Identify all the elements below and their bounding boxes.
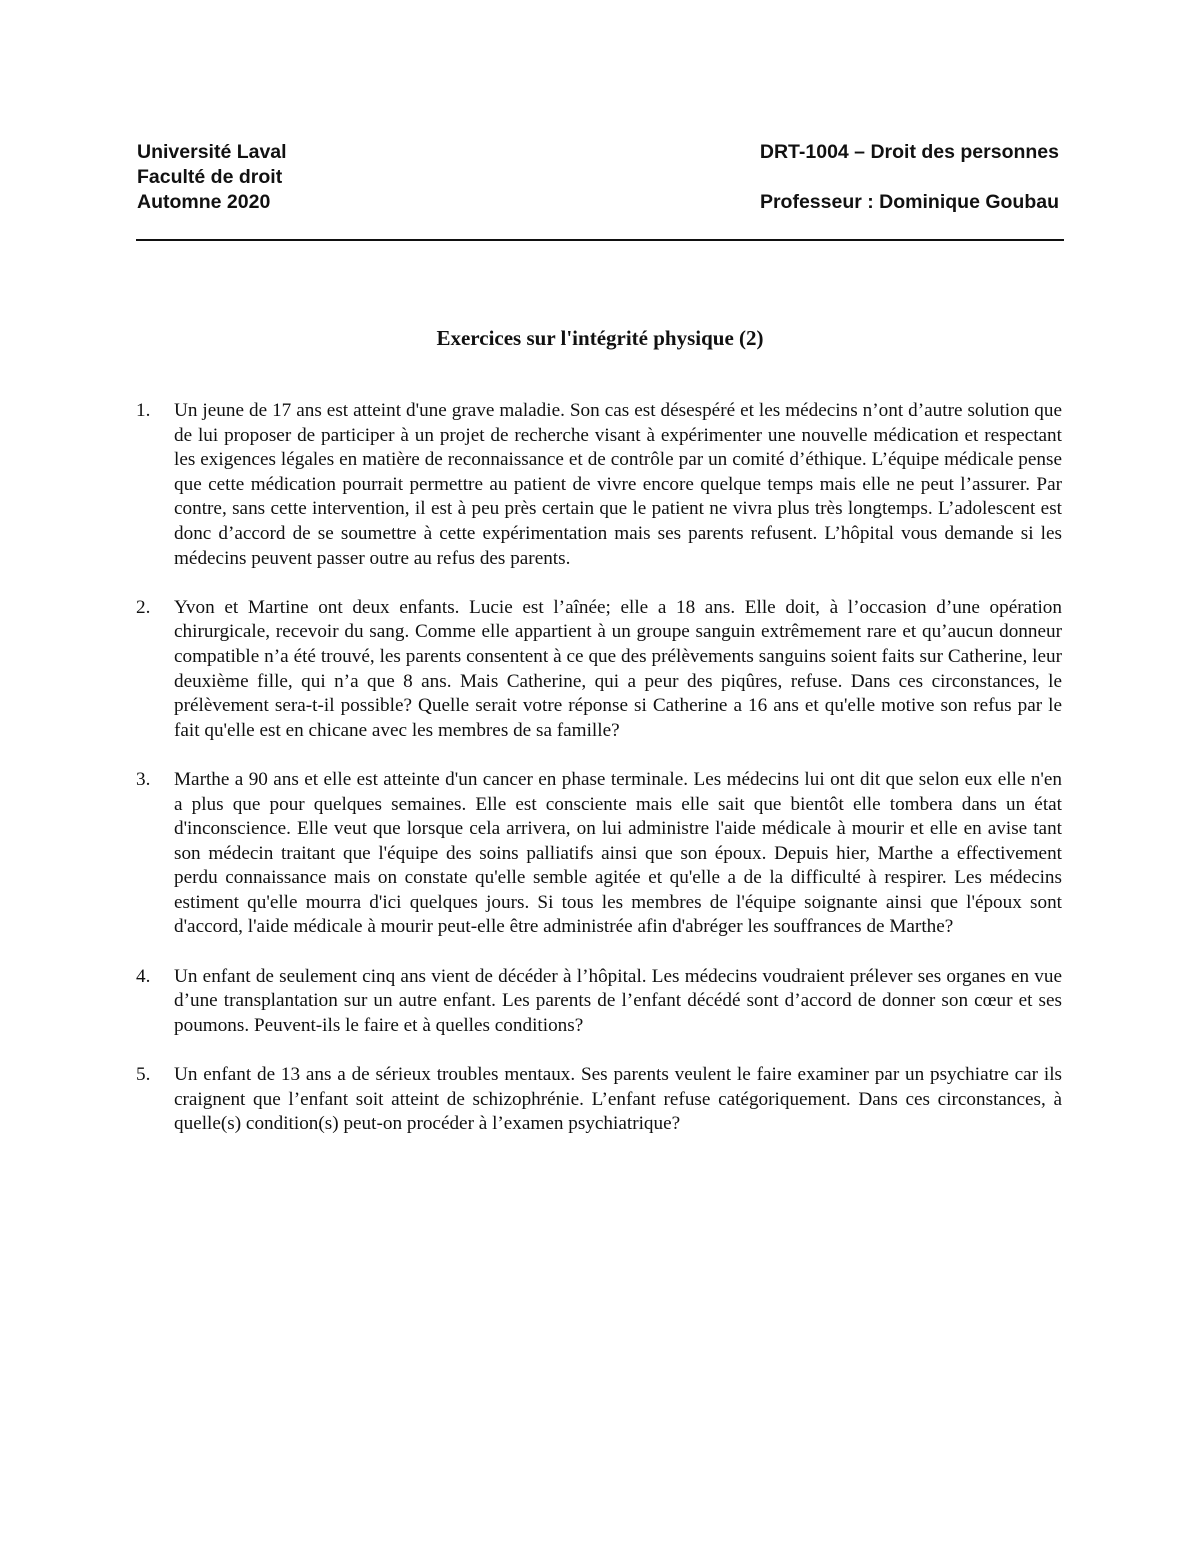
exercise-item (136, 1063, 1062, 1137)
exercise-number: 5. (136, 1064, 151, 1086)
term-name: Automne 2020 (137, 191, 271, 213)
exercise-text: Un enfant de seulement cinq ans vient de décéder à l’hôpital. Les médecins voudraient prélever ses organes en vue d’une transplantation sur un autre enfant. Les parents de l’enfant décédé sont d’accord de donner son cœur et ses poumons. Peuvent-ils le faire et à quelles conditions? (174, 965, 1062, 1036)
exercise-number: 1. (136, 400, 151, 421)
exercise-text: Marthe a 90 ans et elle est atteinte d'un cancer en phase terminale. Les médecins lui ont dit que selon eux elle n'en a plus que pour quelques semaines. Elle est consciente mais elle sait que bientôt elle tombera dans un état d'inconscience. Elle veut que lorsque cela arrivera, on lui administre l'aide médicale à mourir et elle en avise tant son médecin traitant que l'équipe des soins palliatifs ainsi que son époux. Depuis hier, Marthe a effectivement perdu connaissance mais on constate qu'elle semble agitée et qu'elle a de la difficulté à respirer. Les médecins estiment qu'elle mourra d'ici quelques jours. Si tous les membres de l'équipe soignante ainsi que l'époux sont d'accord, l'aide médicale à mourir peut-elle être administrée afin d'abréger les souffrances de Marthe? (174, 768, 1062, 938)
exercise-number: 4. (136, 965, 151, 987)
exercise-item (136, 965, 1062, 1039)
exercise-item (136, 596, 1062, 744)
exercise-item (136, 399, 1062, 571)
header-spacer (760, 165, 1059, 190)
exercise-list (136, 399, 1062, 1161)
exercise-number: 3. (136, 768, 151, 790)
header-divider (136, 239, 1064, 241)
exercise-text: Yvon et Martine ont deux enfants. Lucie est l’aînée; elle a 18 ans. Elle doit, à l’occasion d’une opération chirurgicale, recevoir du sang. Comme elle appartient à un groupe sanguin extrêmement rare et qu’aucun donneur compatible n’a été trouvé, les parents consentent à ce que des prélèvements sanguins soient faits sur Catherine, leur deuxième fille, qui n’a que 8 ans. Mais Catherine, qui a peur des piqûres, refuse. Dans ces circonstances, le prélèvement sera-t-il possible? Quelle serait votre réponse si Catherine a 16 ans et qu'elle motive son refus par le fait qu'elle est en chicane avec les membres de sa famille? (174, 596, 1062, 741)
university-name: Université Laval (137, 141, 287, 163)
exercise-text: Un jeune de 17 ans est atteint d'une grave maladie. Son cas est désespéré et les médecins n’ont d’autre solution que de lui proposer de participer à un projet de recherche visant à expérimenter une nouvelle médication et respectant les exigences légales en matière de reconnaissance et de contrôle par un comité d’éthique. L’équipe médicale pense que cette médication pourrait permettre au patient de vivre encore quelque temps mais elle ne peut l’assurer. Par contre, sans cette intervention, il est à peu près certain que le patient ne vivra plus très longtemps. L’adolescent est donc d’accord de se soumettre à cette expérimentation mais ses parents refusent. L’hôpital vous demande si les médecins peuvent passer outre au refus des parents. (174, 400, 1062, 569)
course-block (760, 140, 1059, 215)
course-title: DRT-1004 – Droit des personnes (759, 141, 1059, 163)
exercise-item (136, 768, 1062, 940)
exercise-number: 2. (136, 596, 151, 618)
faculty-name: Faculté de droit (137, 166, 283, 188)
document-title: Exercices sur l'intégrité physique (2) (436, 326, 764, 350)
professor-name: Professeur : Dominique Goubau (759, 191, 1059, 213)
document-header (137, 140, 1059, 220)
institution-block (137, 140, 287, 215)
exercise-text: Un enfant de 13 ans a de sérieux troubles mentaux. Ses parents veulent le faire examiner par un psychiatre car ils craignent que l’enfant soit atteint de schizophrénie. L’enfant refuse catégoriquement. Dans ces circonstances, à quelle(s) condition(s) peut-on procéder à l’examen psychiatrique? (174, 1064, 1062, 1135)
